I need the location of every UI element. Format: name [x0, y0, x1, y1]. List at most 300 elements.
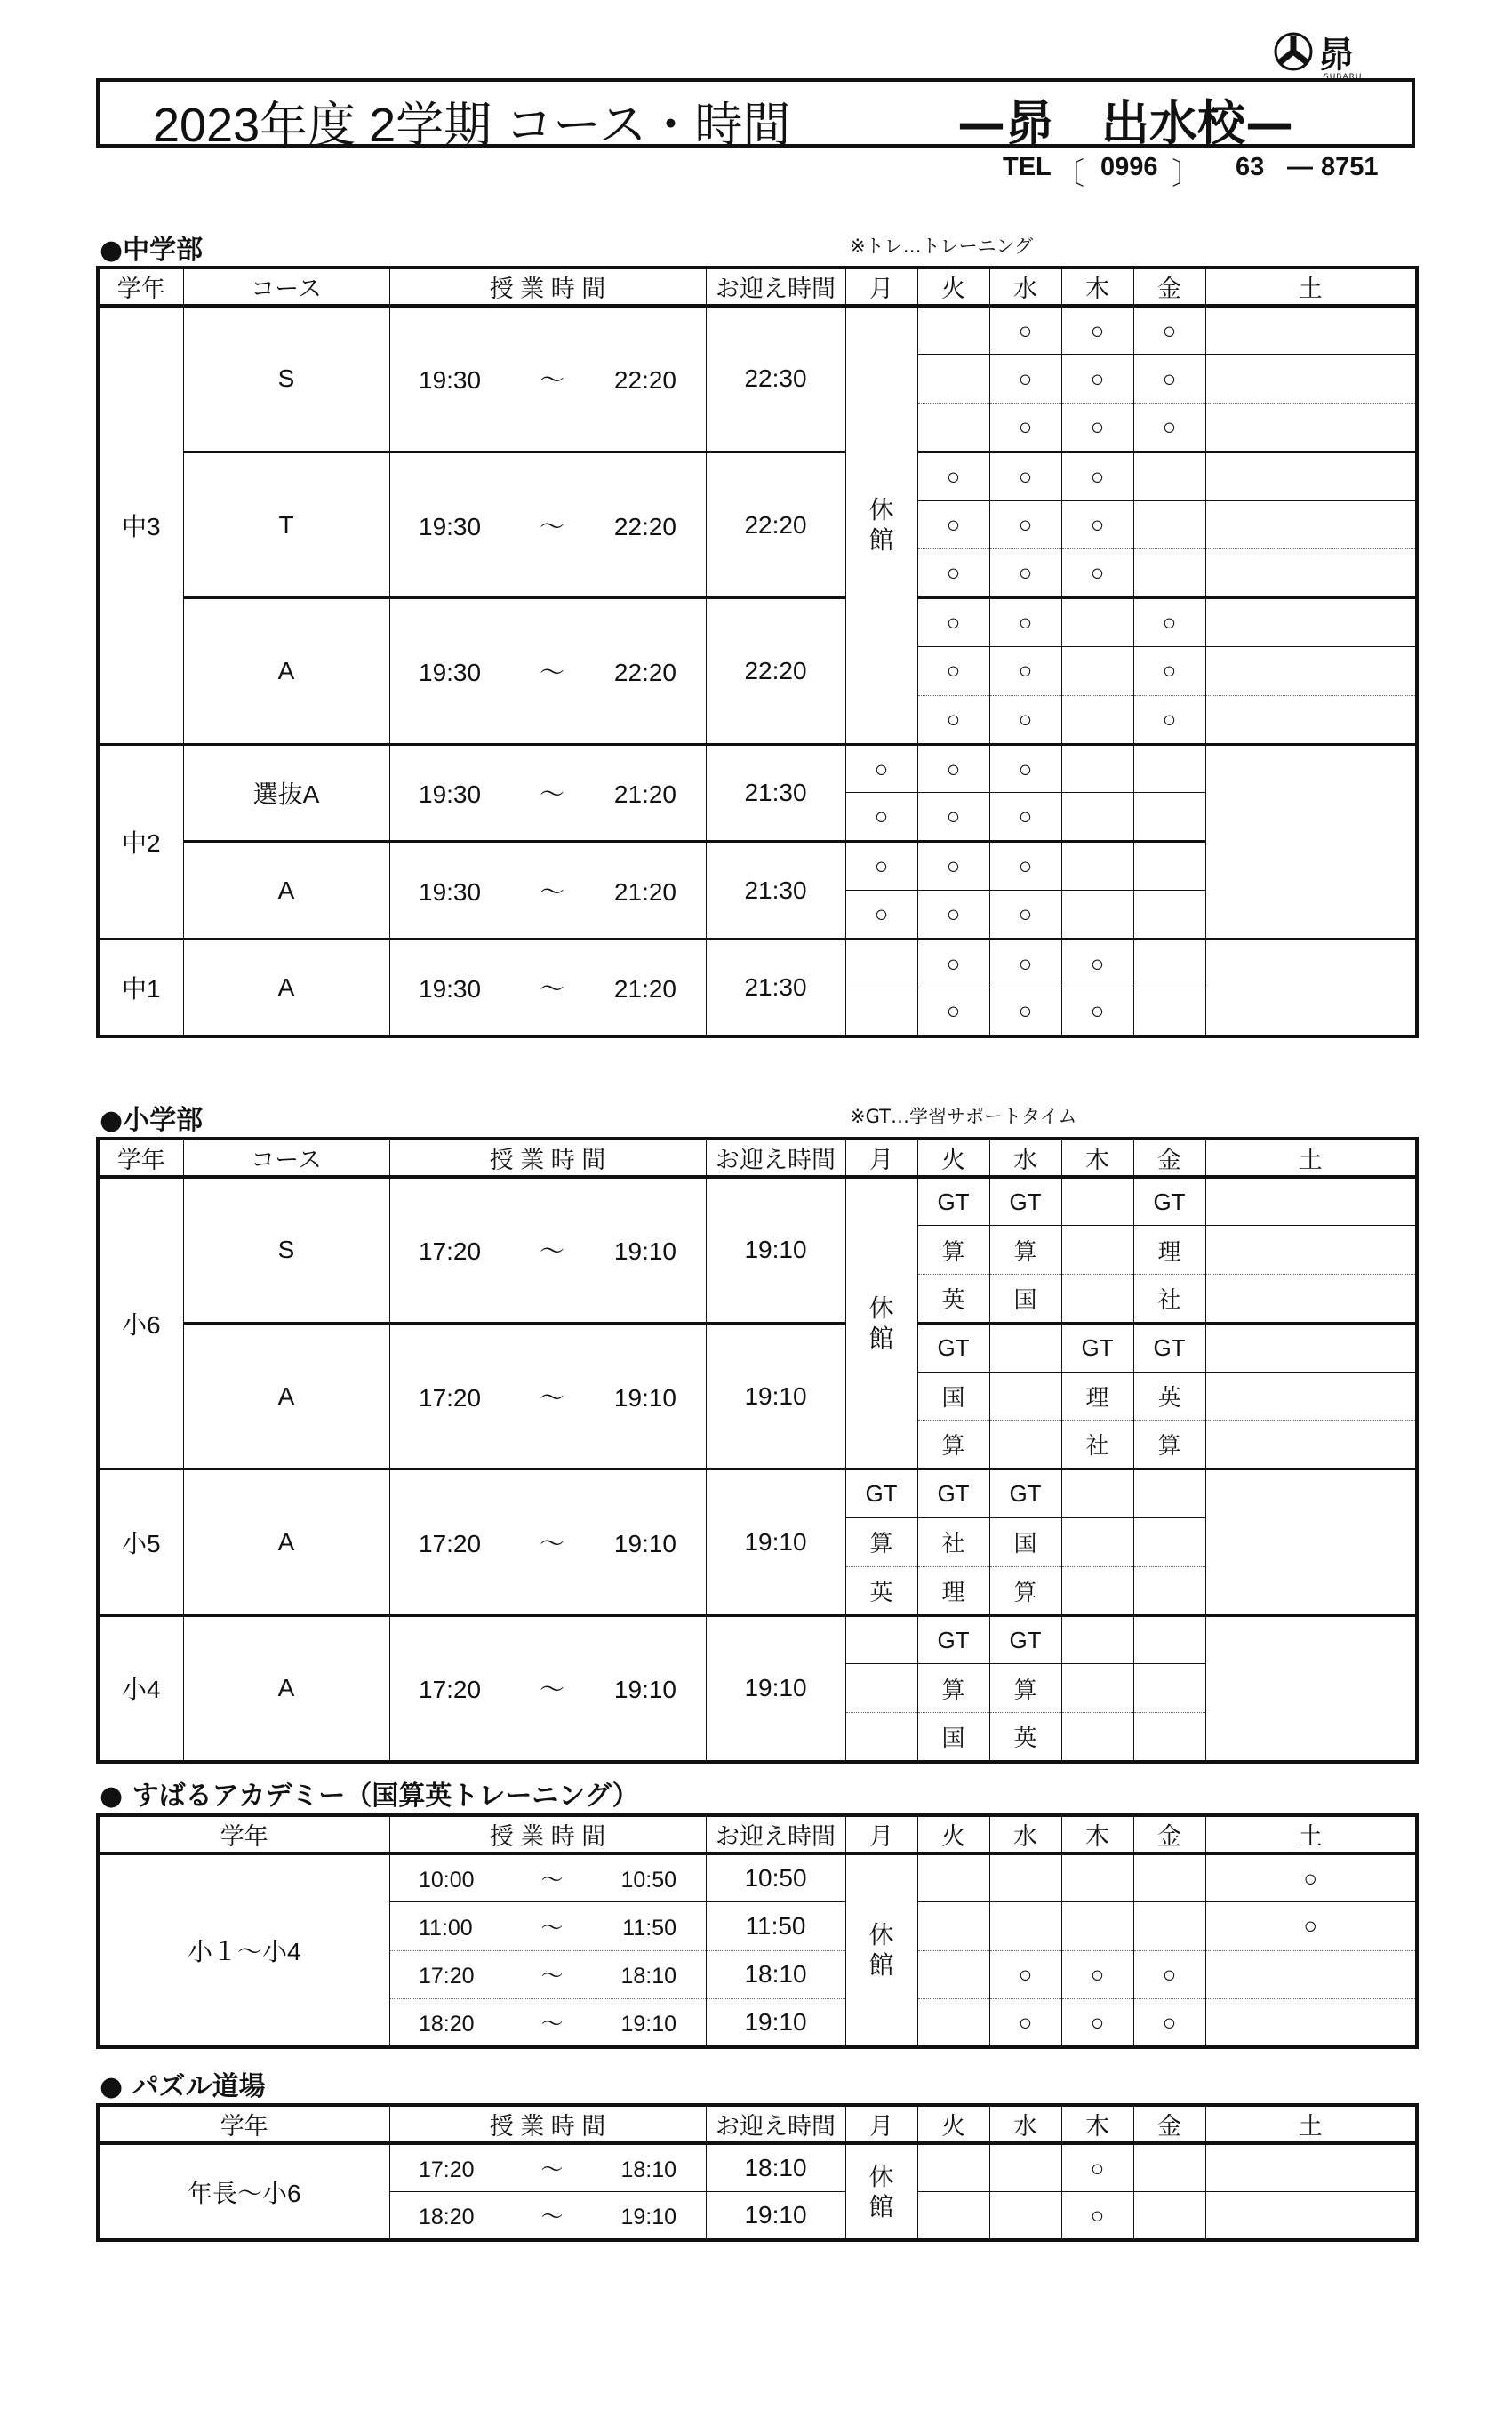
day-tue: 英 — [917, 1275, 989, 1324]
day-fri — [1061, 842, 1133, 891]
day-sat — [1205, 1421, 1417, 1469]
day-thu — [1061, 1275, 1133, 1324]
header-sat: 土 — [1205, 2105, 1417, 2143]
header-time: 授 業 時 間 — [389, 268, 706, 306]
day-sat — [1133, 891, 1205, 940]
header-thu: 木 — [1061, 268, 1133, 306]
day-tue — [917, 355, 989, 404]
day-sat — [1205, 695, 1417, 744]
day-fri: ○ — [1133, 598, 1205, 647]
day-sat — [1205, 500, 1417, 549]
header-row — [98, 268, 1417, 306]
page-title: 2023年度 2学期 コース・時間 — [153, 99, 791, 152]
day-sat — [1205, 306, 1417, 355]
day-wed: 社 — [917, 1518, 989, 1567]
pickup-time: 11:50 — [706, 1902, 845, 1951]
day-fri: GT — [1133, 1323, 1205, 1372]
day-thu — [1061, 1902, 1133, 1951]
tel-exchange: 63 — [1236, 153, 1265, 181]
day-thu — [1061, 1226, 1133, 1275]
start-time: 19:30 — [419, 877, 482, 906]
start-time: 19:30 — [419, 658, 482, 686]
day-sat — [1133, 744, 1205, 793]
day-thu: ○ — [1061, 549, 1133, 598]
pickup-time: 21:30 — [706, 744, 845, 842]
day-thu: ○ — [1061, 500, 1133, 549]
day-wed: ○ — [917, 988, 989, 1036]
academy-table — [96, 1813, 1419, 2049]
day-wed: ○ — [917, 891, 989, 940]
header-sat: 土 — [1205, 1815, 1417, 1853]
pickup-time: 21:30 — [706, 842, 845, 940]
header-wed: 水 — [989, 1815, 1061, 1853]
day-tue: ○ — [917, 549, 989, 598]
day-sat — [1205, 1999, 1417, 2048]
day-wed: 国 — [989, 1275, 1061, 1324]
closed-char: 休 — [868, 1293, 894, 1322]
day-thu: ○ — [989, 988, 1061, 1036]
day-sat — [1205, 2143, 1417, 2192]
middle-school-heading: ●中学部 — [100, 235, 204, 266]
tilde: 〜 — [539, 877, 564, 906]
header-row — [98, 2105, 1417, 2143]
day-thu: GT — [1061, 1323, 1133, 1372]
puzzle-table — [96, 2103, 1419, 2242]
day-wed: ○ — [989, 647, 1061, 696]
grade-group — [98, 1615, 1417, 1761]
start-time: 11:00 — [419, 1915, 473, 1941]
day-wed: ○ — [989, 500, 1061, 549]
day-sat — [1205, 355, 1417, 404]
start-time: 17:20 — [419, 1383, 482, 1412]
day-thu — [1061, 598, 1133, 647]
closed-char: 休 — [868, 495, 894, 524]
day-tue: GT — [917, 1323, 989, 1372]
header-course: コース — [183, 1139, 389, 1177]
day-tue — [917, 404, 989, 452]
class-time — [389, 1853, 706, 1902]
day-wed: ○ — [989, 598, 1061, 647]
end-time: 22:20 — [613, 366, 676, 395]
grade-cell: 年長～小6 — [98, 2143, 389, 2240]
end-time: 18:10 — [620, 2157, 676, 2182]
day-thu: 算 — [989, 1664, 1061, 1713]
day-tue — [845, 1713, 917, 1762]
day-fri: 社 — [1133, 1275, 1205, 1324]
day-wed: ○ — [989, 1999, 1061, 2048]
day-sat: ○ — [1205, 1902, 1417, 1951]
schedule-row — [98, 744, 1417, 793]
pickup-time: 22:30 — [706, 306, 845, 452]
course-cell: T — [183, 452, 389, 597]
header-sat: 土 — [1205, 268, 1417, 306]
header-wed: 水 — [989, 1139, 1061, 1177]
day-fri — [1061, 891, 1133, 940]
header-tue: 火 — [917, 1139, 989, 1177]
course-cell: A — [183, 939, 389, 1036]
day-thu: GT — [989, 1615, 1061, 1664]
grade-cell: 小5 — [98, 1469, 183, 1615]
day-tue — [917, 1999, 989, 2048]
header-row — [98, 1815, 1417, 1853]
day-sat — [1205, 647, 1417, 696]
day-thu — [1061, 1853, 1133, 1902]
day-fri — [1061, 1566, 1133, 1615]
day-tue — [917, 1853, 989, 1902]
start-time: 19:30 — [419, 974, 482, 1003]
day-tue: ○ — [845, 891, 917, 940]
day-tue: ○ — [917, 500, 989, 549]
day-fri: ○ — [1133, 647, 1205, 696]
day-fri — [1133, 1853, 1205, 1902]
day-sat — [1205, 2192, 1417, 2241]
day-fri: ○ — [1133, 404, 1205, 452]
logo-text: 昴 — [1318, 34, 1354, 76]
schedule-row — [98, 939, 1417, 988]
day-sat — [1133, 1469, 1205, 1518]
day-sat — [1205, 1275, 1417, 1324]
class-time — [389, 1999, 706, 2048]
pickup-time: 19:10 — [706, 1177, 845, 1323]
day-tue — [845, 1615, 917, 1664]
header-mon: 月 — [845, 268, 917, 306]
end-time: 21:20 — [613, 974, 676, 1003]
day-wed: 国 — [917, 1713, 989, 1762]
telephone — [1003, 149, 1385, 191]
header-pickup: お迎え時間 — [706, 2105, 845, 2143]
day-fri: 理 — [1133, 1226, 1205, 1275]
elementary-school-heading: ●小学部 — [100, 1105, 204, 1136]
closed-char: 館 — [868, 525, 894, 554]
day-thu: ○ — [1061, 2192, 1133, 2241]
grade-group — [98, 1177, 1417, 1469]
header-grade: 学年 — [98, 1815, 389, 1853]
header-tue: 火 — [917, 1815, 989, 1853]
grade-cell: 中1 — [98, 939, 183, 1036]
grade-cell: 小6 — [98, 1177, 183, 1469]
day-fri — [1133, 2143, 1205, 2192]
logo-mark-icon — [1274, 32, 1313, 71]
grade-cell: 中3 — [98, 306, 183, 744]
day-wed: ○ — [989, 695, 1061, 744]
header-tue: 火 — [917, 2105, 989, 2143]
tilde: 〜 — [539, 780, 564, 808]
tel-area-code: 0996 — [1100, 153, 1158, 181]
end-time: 19:10 — [620, 2205, 676, 2229]
day-wed: ○ — [989, 549, 1061, 598]
day-tue: ○ — [845, 842, 917, 891]
header-thu: 木 — [1061, 2105, 1133, 2143]
academy-heading: ● すばるアカデミー（国算英トレーニング） — [100, 1781, 639, 1812]
class-time — [389, 1950, 706, 1999]
class-time — [389, 1323, 706, 1469]
header-pickup: お迎え時間 — [706, 1139, 845, 1177]
day-thu: 社 — [1061, 1421, 1133, 1469]
day-thu: ○ — [1061, 355, 1133, 404]
day-tue — [917, 1902, 989, 1951]
header-wed: 水 — [989, 2105, 1061, 2143]
day-fri: ○ — [1133, 695, 1205, 744]
schedule-row — [98, 1177, 1417, 1226]
day-fri — [1061, 1664, 1133, 1713]
closed-char: 館 — [868, 2192, 894, 2221]
monday-closed — [845, 2143, 917, 2240]
tilde: 〜 — [539, 1237, 564, 1266]
course-cell: 選抜A — [183, 744, 389, 842]
class-time — [389, 452, 706, 597]
monday-closed — [845, 1853, 917, 2047]
grade-cell: 小１～小4 — [98, 1853, 389, 2047]
day-wed: GT — [917, 1615, 989, 1664]
start-time: 18:20 — [419, 2205, 475, 2229]
day-fri: ○ — [1133, 355, 1205, 404]
pickup-time: 10:50 — [706, 1853, 845, 1902]
puzzle-heading: ● パズル道場 — [100, 2071, 266, 2102]
day-wed — [989, 1421, 1061, 1469]
day-tue: 国 — [917, 1372, 989, 1421]
day-fri: ○ — [1133, 306, 1205, 355]
day-sat — [1133, 842, 1205, 891]
end-time: 22:20 — [613, 658, 676, 686]
schedule-row — [98, 842, 1417, 891]
day-sat — [1205, 1372, 1417, 1421]
school-name: —昴 出水校— — [957, 95, 1293, 151]
tel-label: TEL — [1003, 153, 1052, 181]
end-time: 11:50 — [622, 1915, 676, 1941]
day-thu: ○ — [989, 744, 1061, 793]
day-fri — [1061, 1469, 1133, 1518]
start-time: 17:20 — [419, 1964, 475, 1989]
day-wed: ○ — [917, 793, 989, 842]
class-time — [389, 2143, 706, 2192]
day-wed: GT — [989, 1177, 1061, 1226]
slot-row — [98, 1853, 1417, 1902]
day-thu: ○ — [989, 891, 1061, 940]
day-thu: ○ — [1061, 306, 1133, 355]
grade-cell: 中2 — [98, 744, 183, 939]
end-time: 10:50 — [620, 1868, 676, 1893]
end-time: 21:20 — [613, 877, 676, 906]
closed-char: 館 — [868, 1951, 894, 1979]
header-tue: 火 — [917, 268, 989, 306]
end-time: 19:10 — [620, 2012, 676, 2037]
header-row — [98, 1139, 1417, 1177]
day-fri — [1133, 549, 1205, 598]
monday-closed — [845, 1177, 917, 1469]
day-wed: ○ — [989, 404, 1061, 452]
day-tue: GT — [845, 1469, 917, 1518]
schedule-row — [98, 1469, 1417, 1518]
course-cell: A — [183, 1469, 389, 1615]
day-thu: ○ — [989, 842, 1061, 891]
day-wed: 算 — [917, 1664, 989, 1713]
day-sat — [1133, 1713, 1205, 1762]
day-thu: 国 — [989, 1518, 1061, 1567]
day-sat — [1133, 1615, 1205, 1664]
day-fri: ○ — [1133, 1950, 1205, 1999]
day-thu — [1061, 695, 1133, 744]
class-time — [389, 598, 706, 744]
course-cell: A — [183, 842, 389, 940]
tilde: 〜 — [539, 974, 564, 1003]
day-wed: 理 — [917, 1566, 989, 1615]
pickup-time: 22:20 — [706, 598, 845, 744]
end-time: 22:20 — [613, 512, 676, 540]
pickup-time: 21:30 — [706, 939, 845, 1036]
pickup-time: 22:20 — [706, 452, 845, 597]
header-fri: 金 — [1133, 2105, 1205, 2143]
end-time: 19:10 — [613, 1529, 676, 1557]
day-thu: ○ — [989, 793, 1061, 842]
day-wed — [989, 1853, 1061, 1902]
day-thu: ○ — [1061, 452, 1133, 500]
course-cell: A — [183, 1323, 389, 1469]
day-fri: ○ — [1061, 988, 1133, 1036]
day-fri — [1061, 1518, 1133, 1567]
grade-cell: 小4 — [98, 1615, 183, 1761]
day-thu: 算 — [989, 1566, 1061, 1615]
header-fri: 金 — [1133, 268, 1205, 306]
day-tue: 算 — [845, 1518, 917, 1567]
class-time — [389, 1469, 706, 1615]
header-mon: 月 — [845, 2105, 917, 2143]
day-wed — [989, 1372, 1061, 1421]
schedule-row — [98, 1323, 1417, 1372]
day-sat — [1205, 1950, 1417, 1999]
day-fri — [1133, 452, 1205, 500]
header-grade: 学年 — [98, 2105, 389, 2143]
day-fri — [1133, 500, 1205, 549]
day-fri — [1061, 1713, 1133, 1762]
start-time: 10:00 — [419, 1868, 475, 1893]
day-sat — [1133, 988, 1205, 1036]
pickup-time: 19:10 — [706, 1469, 845, 1615]
tel-bracket-open: 〔 — [1054, 157, 1084, 191]
tel-number: 8751 — [1321, 153, 1379, 181]
grade-group — [98, 744, 1417, 939]
day-fri: 算 — [1133, 1421, 1205, 1469]
class-time — [389, 1902, 706, 1951]
day-fri: 英 — [1133, 1372, 1205, 1421]
day-tue: ○ — [845, 744, 917, 793]
day-tue — [917, 306, 989, 355]
day-tue — [845, 988, 917, 1036]
day-thu: ○ — [1061, 1999, 1133, 2048]
day-fri — [1061, 793, 1133, 842]
slot-row — [98, 2143, 1417, 2192]
closed-char: 休 — [868, 2162, 894, 2190]
header-fri: 金 — [1133, 1815, 1205, 1853]
day-wed: ○ — [989, 355, 1061, 404]
middle-school-table — [96, 266, 1419, 1038]
tilde: 〜 — [539, 366, 564, 395]
day-sat — [1205, 549, 1417, 598]
day-thu: ○ — [989, 939, 1061, 988]
day-wed: 算 — [989, 1226, 1061, 1275]
day-wed: ○ — [989, 452, 1061, 500]
day-tue — [917, 1950, 989, 1999]
day-sat — [1205, 1323, 1417, 1372]
start-time: 17:20 — [419, 1237, 482, 1266]
pickup-time: 19:10 — [706, 1615, 845, 1761]
day-tue — [845, 939, 917, 988]
day-wed — [989, 2143, 1061, 2192]
pickup-time: 18:10 — [706, 1950, 845, 1999]
header-grade: 学年 — [98, 268, 183, 306]
day-wed: ○ — [989, 306, 1061, 355]
tilde: 〜 — [540, 2012, 564, 2037]
day-sat — [1133, 939, 1205, 988]
day-sat — [1133, 1664, 1205, 1713]
tilde: 〜 — [540, 1868, 564, 1893]
day-thu: ○ — [1061, 2143, 1133, 2192]
day-sat — [1205, 598, 1417, 647]
end-time: 19:10 — [613, 1676, 676, 1704]
start-time: 17:20 — [419, 2157, 475, 2182]
class-time — [389, 744, 706, 842]
tilde: 〜 — [539, 658, 564, 686]
pickup-time: 19:10 — [706, 2192, 845, 2241]
brand-logo — [1274, 27, 1389, 80]
schedule-row — [98, 452, 1417, 500]
day-wed — [989, 1323, 1061, 1372]
header-thu: 木 — [1061, 1815, 1133, 1853]
day-fri — [1133, 2192, 1205, 2241]
day-fri — [1133, 1902, 1205, 1951]
day-tue: ○ — [917, 647, 989, 696]
day-tue: 算 — [917, 1421, 989, 1469]
header-pickup: お迎え時間 — [706, 268, 845, 306]
tilde: 〜 — [539, 512, 564, 540]
day-tue — [917, 2192, 989, 2241]
grade-group — [98, 1469, 1417, 1615]
day-tue: ○ — [917, 598, 989, 647]
tilde: 〜 — [539, 1529, 564, 1557]
day-sat: ○ — [1205, 1853, 1417, 1902]
monday-closed — [845, 306, 917, 744]
tilde: 〜 — [540, 1964, 564, 1989]
start-time: 17:20 — [419, 1676, 482, 1704]
header-thu: 木 — [1061, 1139, 1133, 1177]
end-time: 19:10 — [613, 1383, 676, 1412]
end-time: 21:20 — [613, 780, 676, 808]
tilde: 〜 — [540, 2157, 564, 2182]
start-time: 19:30 — [419, 512, 482, 540]
day-tue: ○ — [917, 695, 989, 744]
class-time — [389, 1177, 706, 1323]
day-wed — [989, 2192, 1061, 2241]
header-course: コース — [183, 268, 389, 306]
schedule-row — [98, 306, 1417, 355]
course-cell: S — [183, 1177, 389, 1323]
header-sat: 土 — [1205, 1139, 1417, 1177]
middle-school-note: ※トレ…トレーニング — [850, 236, 1034, 257]
class-time — [389, 2192, 706, 2241]
day-wed — [989, 1902, 1061, 1951]
header-grade: 学年 — [98, 1139, 183, 1177]
day-tue: ○ — [917, 452, 989, 500]
header-time: 授 業 時 間 — [389, 1815, 706, 1853]
tel-dash: — — [1287, 153, 1313, 181]
start-time: 17:20 — [419, 1529, 482, 1557]
day-sat — [1205, 1226, 1417, 1275]
schedule-row — [98, 1615, 1417, 1664]
day-wed: ○ — [917, 744, 989, 793]
class-time — [389, 842, 706, 940]
header-wed: 水 — [989, 268, 1061, 306]
day-fri — [1061, 744, 1133, 793]
day-wed: GT — [917, 1469, 989, 1518]
